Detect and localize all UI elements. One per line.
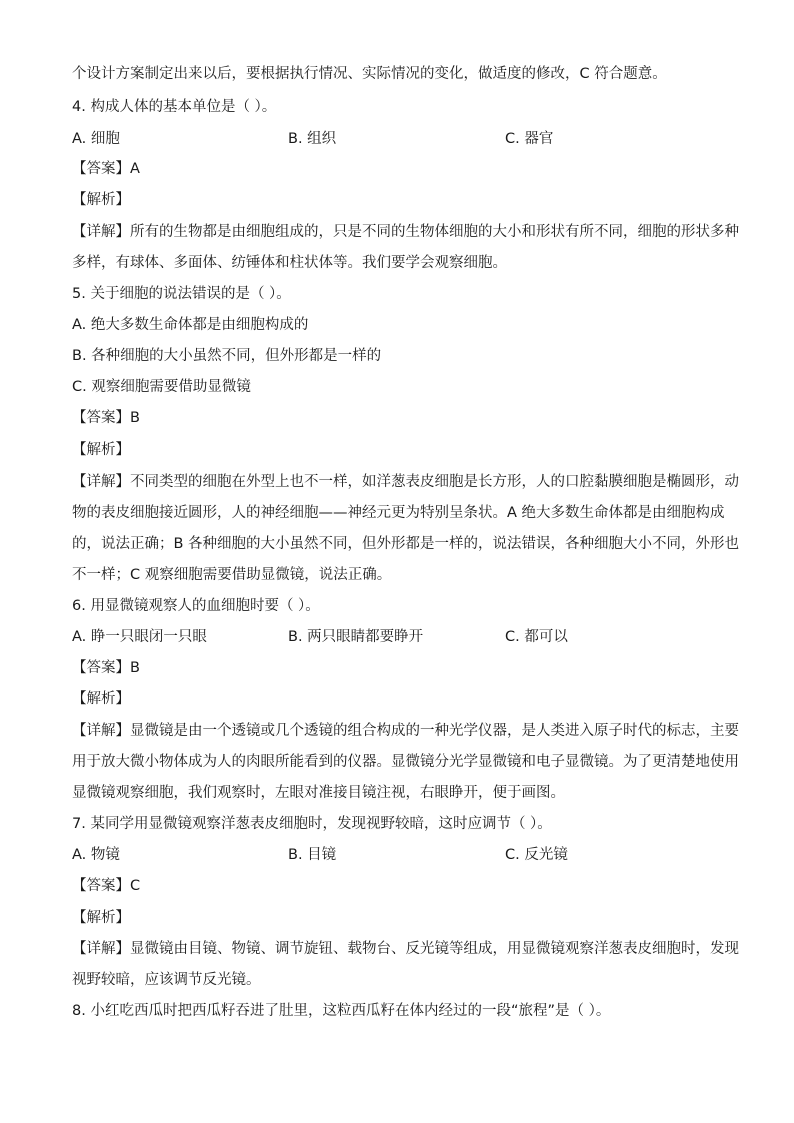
detail-text: 用于放大微小物体成为人的肉眼所能看到的仪器。显微镜分光学显微镜和电子显微镜。为了更清楚地使用 bbox=[72, 754, 739, 770]
detail-text: 物的表皮细胞接近圆形，人的神经细胞——神经元更为特别呈条状。A 绝大多数生命体都是由细胞构成 bbox=[72, 505, 725, 521]
detail-text: 的，说法正确；B 各种细胞的大小虽然不同，但外形都是一样的，说法错误，各种细胞大小不同，外形也 bbox=[72, 536, 740, 552]
q6-option-b: B. 两只眼睛都要睁开 bbox=[288, 629, 424, 645]
question-7: 7. 某同学用显微镜观察洋葱表皮细胞时，发现视野较暗，这时应调节（ ）。 bbox=[72, 816, 552, 832]
question-8: 8. 小红吃西瓜时把西瓜籽吞进了肚里，这粒西瓜籽在体内经过的一段“旅程”是（ ）。 bbox=[72, 1003, 611, 1019]
answer-label: 【答案】B bbox=[72, 660, 140, 676]
text-line: 个设计方案制定出来以后，要根据执行情况、实际情况的变化，做适度的修改，C 符合题意。 bbox=[72, 66, 667, 82]
detail-text: 【详解】不同类型的细胞在外型上也不一样，如洋葱表皮细胞是长方形，人的口腔黏膜细胞是椭圆形，动 bbox=[72, 474, 739, 490]
analysis-label: 【解析】 bbox=[72, 691, 130, 707]
question-6: 6. 用显微镜观察人的血细胞时要（ ）。 bbox=[72, 598, 320, 614]
detail-text: 不一样；C 观察细胞需要借助显微镜，说法正确。 bbox=[72, 567, 392, 583]
detail-text: 视野较暗，应该调节反光镜。 bbox=[72, 972, 261, 988]
q5-option-a: A. 绝大多数生命体都是由细胞构成的 bbox=[72, 317, 309, 333]
question-5: 5. 关于细胞的说法错误的是（ ）。 bbox=[72, 286, 291, 302]
q4-option-c: C. 器官 bbox=[505, 131, 554, 147]
answer-label: 【答案】A bbox=[72, 161, 140, 177]
detail-text: 显微镜观察细胞，我们观察时，左眼对准接目镜注视，右眼睁开，便于画图。 bbox=[72, 785, 565, 801]
question-4: 4. 构成人体的基本单位是（ ）。 bbox=[72, 99, 277, 115]
q6-option-c: C. 都可以 bbox=[505, 629, 568, 645]
detail-text: 【详解】显微镜是由一个透镜或几个透镜的组合构成的一种光学仪器，是人类进入原子时代的标志，主要 bbox=[72, 723, 739, 739]
detail-text: 【详解】所有的生物都是由细胞组成的，只是不同的生物体细胞的大小和形状有所不同，细胞的形状多种 bbox=[72, 224, 739, 240]
q7-option-c: C. 反光镜 bbox=[505, 847, 568, 863]
q6-option-a: A. 睁一只眼闭一只眼 bbox=[72, 629, 207, 645]
analysis-label: 【解析】 bbox=[72, 192, 130, 208]
q7-option-a: A. 物镜 bbox=[72, 847, 120, 863]
q7-option-b: B. 目镜 bbox=[288, 847, 337, 863]
analysis-label: 【解析】 bbox=[72, 910, 130, 926]
q5-option-b: B. 各种细胞的大小虽然不同，但外形都是一样的 bbox=[72, 348, 382, 364]
q5-option-c: C. 观察细胞需要借助显微镜 bbox=[72, 379, 251, 395]
answer-label: 【答案】C bbox=[72, 878, 141, 894]
q4-option-a: A. 细胞 bbox=[72, 131, 120, 147]
q4-option-b: B. 组织 bbox=[288, 131, 337, 147]
detail-text: 【详解】显微镜由目镜、物镜、调节旋钮、载物台、反光镜等组成，用显微镜观察洋葱表皮细胞时，发现 bbox=[72, 941, 739, 957]
detail-text: 多样，有球体、多面体、纺锤体和柱状体等。我们要学会观察细胞。 bbox=[72, 255, 507, 271]
answer-label: 【答案】B bbox=[72, 410, 140, 426]
analysis-label: 【解析】 bbox=[72, 442, 130, 458]
